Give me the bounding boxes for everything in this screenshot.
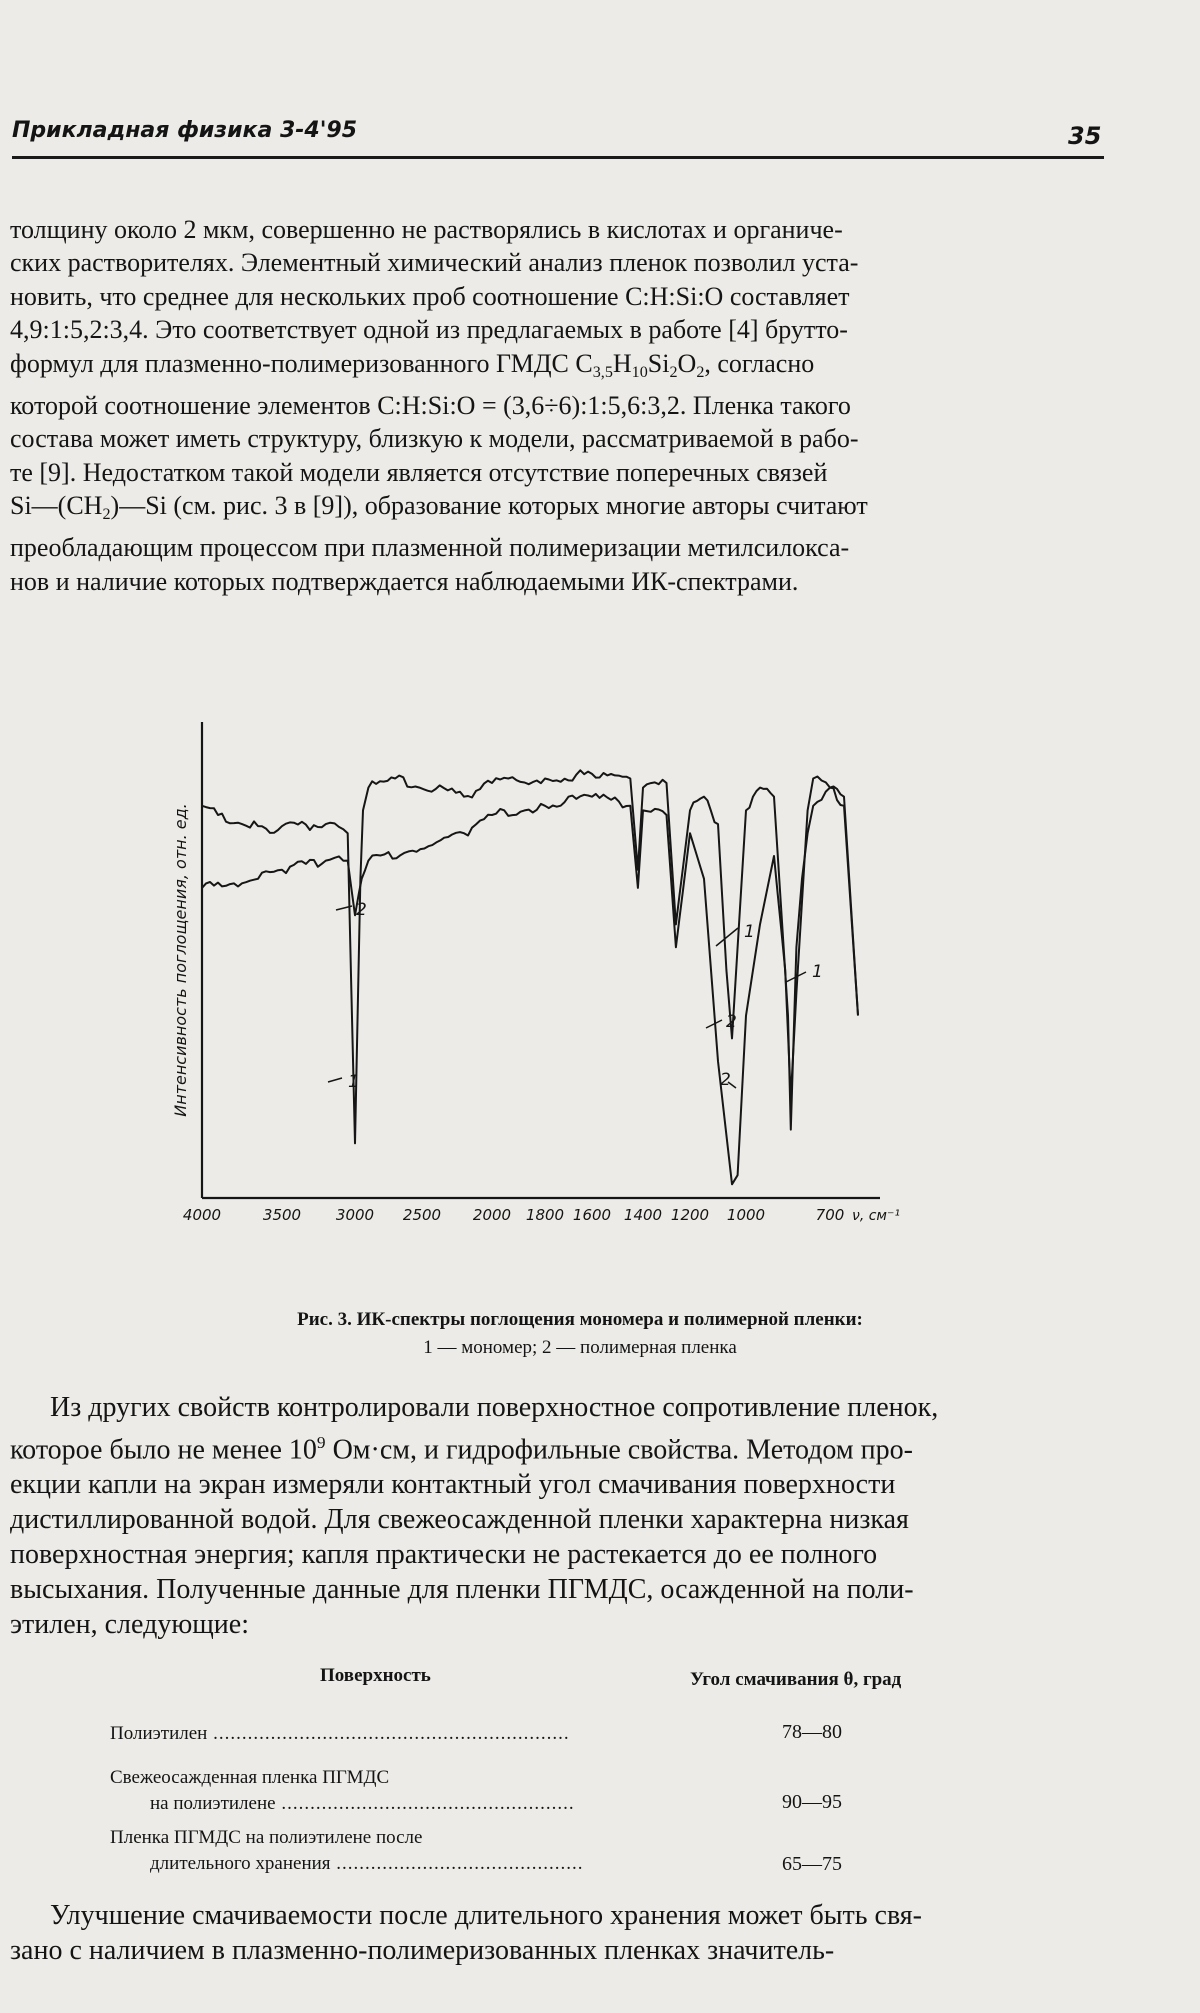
text-line: $Si—(CH_2)—Si$ (см. рис. 3 в [9]), образование которых многие авторы считают bbox=[10, 491, 868, 523]
table-row-value: 65—75 bbox=[782, 1853, 842, 1875]
table-row-label: Свежеосажденная пленка ПГМДС bbox=[110, 1767, 390, 1788]
x-tick-label: 3000 bbox=[335, 1206, 375, 1224]
text-line: которой соотношение элементов C:H:Si:O = (3,6÷6):1:5,6:3,2. Пленка такого bbox=[10, 390, 851, 420]
x-tick-label: 4000 bbox=[182, 1206, 222, 1224]
table-row-label: Полиэтилен .............................................................. bbox=[110, 1723, 570, 1744]
table-row-label: Пленка ПГМДС на полиэтилене после bbox=[110, 1827, 423, 1848]
curve-label: 2 bbox=[720, 1070, 731, 1090]
curve-label-leader bbox=[716, 928, 738, 946]
text-line: новить, что среднее для нескольких проб соотношение C:H:Si:O составляет bbox=[10, 281, 850, 311]
curve-label-leader bbox=[328, 1078, 342, 1082]
journal-title: Прикладная физика 3-4'95 bbox=[12, 118, 358, 143]
text-line: зано с наличием в плазменно-полимеризованных пленках значитель- bbox=[10, 1935, 835, 1966]
text-line: поверхностная энергия; капля практически не растекается до ее полного bbox=[10, 1539, 878, 1571]
text-line: высыхания. Полученные данные для пленки ПГМДС, осажденной на поли- bbox=[10, 1574, 914, 1606]
text-line: ских растворителях. Элементный химический анализ пленок позволил уста- bbox=[10, 248, 859, 278]
text-line: Улучшение смачиваемости после длительного хранения может быть свя- bbox=[50, 1900, 922, 1931]
table-row-label: на полиэтилене ................................................... bbox=[150, 1793, 575, 1814]
text-line: толщину около 2 мкм, совершенно не растворялись в кислотах и органиче- bbox=[10, 215, 843, 244]
curve-label: 2 bbox=[726, 1012, 737, 1032]
series-1-line bbox=[202, 770, 858, 1143]
ir-spectrum-figure bbox=[150, 710, 910, 1230]
curve-label: 1 bbox=[812, 962, 823, 982]
x-tick-label: 3500 bbox=[262, 1206, 302, 1224]
header-rule bbox=[12, 156, 1104, 159]
series-2-line bbox=[202, 777, 858, 1185]
page-number: 35 bbox=[1068, 122, 1102, 150]
curve-label: 2 bbox=[356, 900, 367, 920]
table-header-angle: Угол смачивания θ, град bbox=[690, 1669, 902, 1690]
x-tick-label: 1200 bbox=[670, 1206, 710, 1224]
paragraph-1 bbox=[10, 213, 1095, 598]
x-tick-label: 700 bbox=[815, 1206, 845, 1224]
text-line: те [9]. Недостатком такой модели является отсутствие поперечных связей bbox=[10, 457, 828, 487]
x-tick-label: 2000 bbox=[472, 1206, 512, 1224]
text-line: преобладающим процессом при плазменной полимеризации метилсилокса- bbox=[10, 533, 850, 563]
x-axis-label: ν, см⁻¹ bbox=[852, 1208, 900, 1224]
table-row-label: длительного хранения ........................................... bbox=[150, 1853, 584, 1874]
paragraph-2 bbox=[10, 1390, 1085, 1642]
caption-title: Рис. 3. ИК-спектры поглощения мономера и полимерной пленки: bbox=[297, 1309, 863, 1330]
text-line: 4,9:1:5,2:3,4. Это соответствует одной из предлагаемых в работе [4] брутто- bbox=[10, 315, 848, 345]
curve-label: 1 bbox=[348, 1072, 359, 1092]
table-row-value: 78—80 bbox=[782, 1721, 842, 1743]
text-line: состава может иметь структуру, близкую к модели, рассматриваемой в рабо- bbox=[10, 424, 859, 454]
text-line: этилен, следующие: bbox=[10, 1609, 249, 1641]
table-header-surface: Поверхность bbox=[320, 1665, 431, 1686]
x-tick-label: 1000 bbox=[726, 1206, 766, 1224]
text-line: Из других свойств контролировали поверхностное сопротивление пленок, bbox=[50, 1392, 939, 1423]
paragraph-3 bbox=[10, 1898, 1085, 1968]
text-line: нов и наличие которых подтверждается наблюдаемыми ИК-спектрами. bbox=[10, 566, 799, 596]
text-line: которое было не менее $10^9$ Ом·см, и гидрофильные свойства. Методом про- bbox=[10, 1433, 913, 1466]
figure-caption bbox=[150, 1306, 1010, 1362]
x-tick-label: 1600 bbox=[572, 1206, 612, 1224]
text-line: формул для плазменно-полимеризованного ГМДС $C_{3,5}H_{10}Si_2O_2$, согласно bbox=[10, 348, 815, 381]
caption-legend: 1 — мономер; 2 — полимерная пленка bbox=[423, 1337, 737, 1358]
text-line: дистиллированной водой. Для свежеосажденной пленки характерна низкая bbox=[10, 1504, 909, 1536]
x-tick-label: 1400 bbox=[623, 1206, 663, 1224]
table-row-value: 90—95 bbox=[782, 1791, 842, 1813]
ir-spectrum-chart bbox=[150, 710, 910, 1230]
x-tick-label: 1800 bbox=[525, 1206, 565, 1224]
curve-label: 1 bbox=[744, 922, 755, 942]
text-line: екции капли на экран измеряли контактный угол смачивания поверхности bbox=[10, 1469, 896, 1501]
y-axis-label: Интенсивность поглощения, отн. ед. bbox=[171, 803, 190, 1117]
x-tick-label: 2500 bbox=[402, 1206, 442, 1224]
